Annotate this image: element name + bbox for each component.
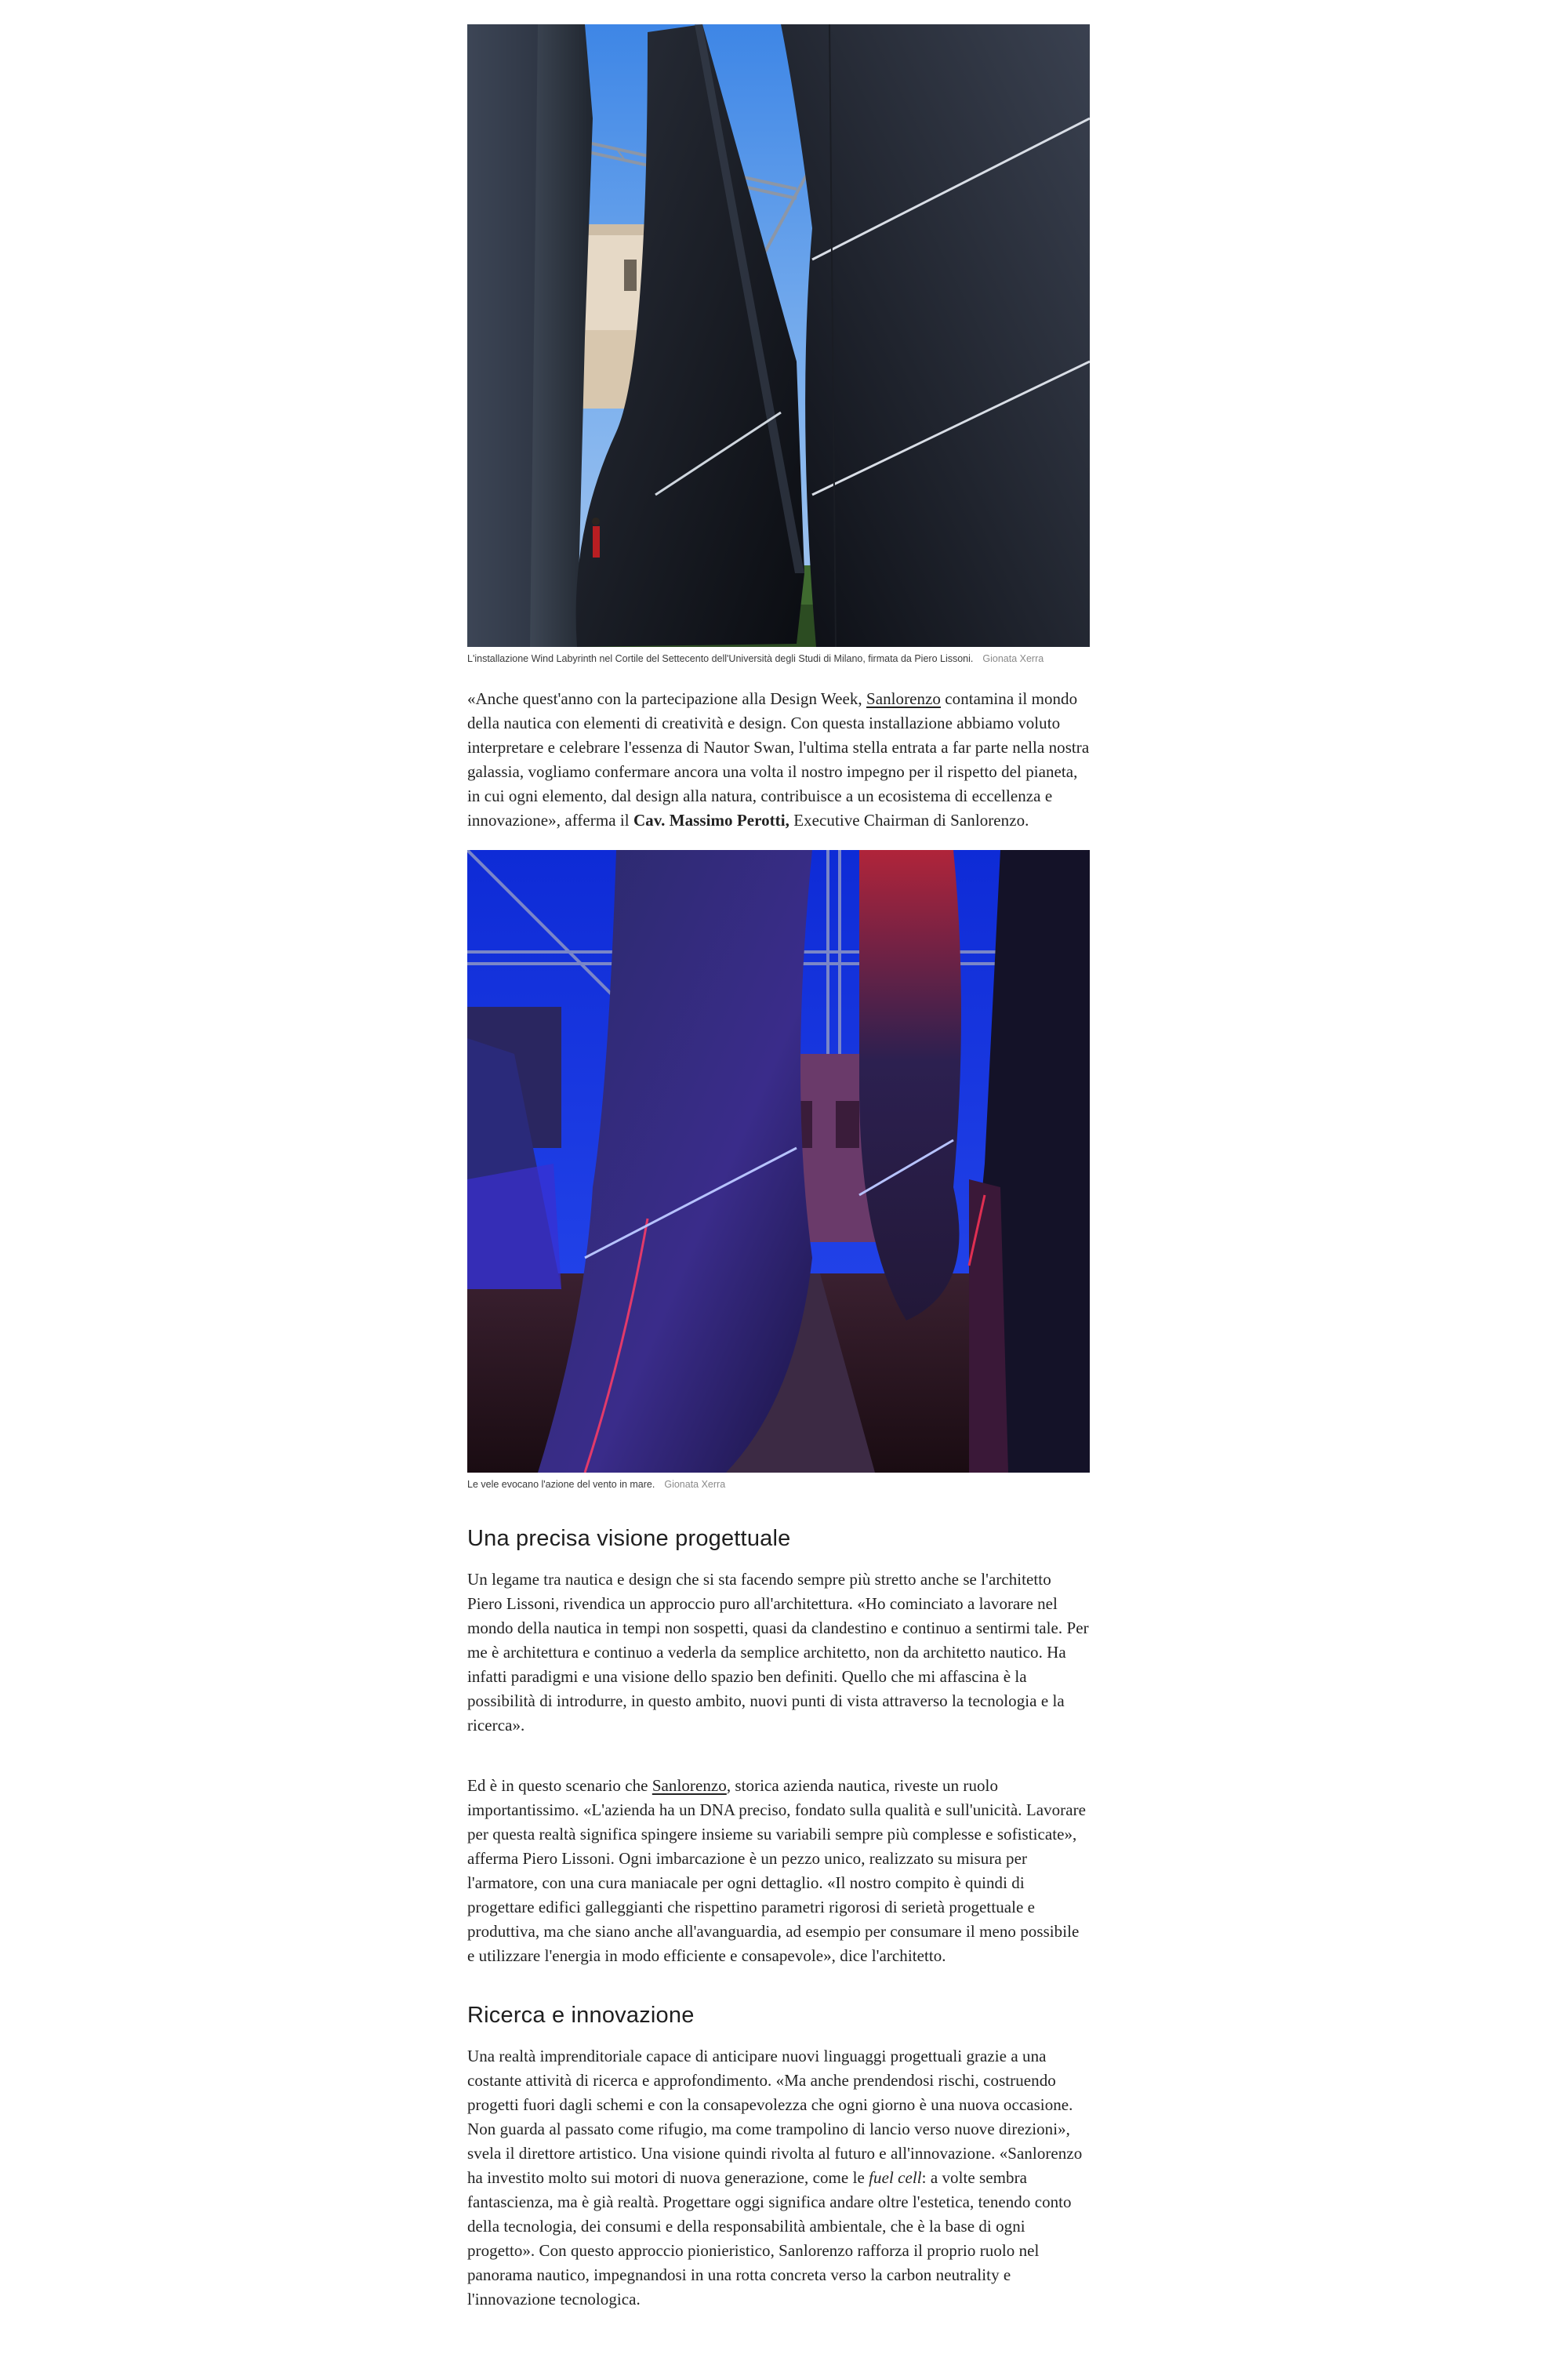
quote-paragraph [467,687,1090,833]
paragraph-text-start: Ed è in questo scenario che [467,1776,652,1795]
photo-credit: Gionata Xerra [982,653,1044,664]
section-1-paragraph-1: Un legame tra nautica e design che si sta facendo sempre più stretto anche se l'architetto Piero Lissoni, rivendica un approccio puro all'architettura. «Ho cominciato a lavorare nel mondo della nautica in tempi non sospetti, quasi da clandestino e continuo a sentirmi tale. Per me è architettura e continuo a vederla da semplice architetto, non da architetto nautico. Ha infatti paradigmi e una visione dello spazio ben definiti. Quello che mi affascina è la possibilità di introdurre, in questo ambito, nuovi punti di vista attraverso la tecnologia e la ricerca». [467,1570,1089,1735]
photo-sails-night-drawing [467,850,1090,1473]
fuel-cell-term: fuel cell [869,2168,922,2187]
paragraph-text-end: : a volte sembra fantascienza, ma è già realtà. Progettare oggi significa andare oltre l'estetica, tenendo conto della tecnologia, dei consumi e della responsabilità ambientale, che è la base di ogni progetto». Con questo approccio pionieristico, Sanlorenzo rafforza il proprio ruolo nel panorama nautico, impegnandosi in una rotta concreta verso la carbon neutrality e l'innovazione tecnologica. [467,2168,1072,2309]
photo-credit: Gionata Xerra [664,1479,726,1490]
caption-text: L'installazione Wind Labyrinth nel Cortile del Settecento dell'Università degli Studi di Milano, firmata da Piero Lissoni. [467,653,974,664]
photo-sails-daylight-drawing [467,24,1090,647]
article-column [467,24,1090,2312]
figure-caption [467,1477,1090,1491]
quote-text-middle: contamina il mondo della nautica con elementi di creatività e design. Con questa installazione abbiamo voluto interpretare e celebrare l'essenza di Nautor Swan, l'ultima stella entrata a far parte nella nostra galassia, vogliamo confermare ancora una volta il nostro impegno per il rispetto del pianeta, in cui ogni elemento, dal design alla natura, contribuisce a un ecosistema di eccellenza e innovazione», afferma il [467,689,1090,830]
section-2-paragraph [467,2044,1090,2312]
paragraph-text-end: , storica azienda nautica, riveste un ruolo importantissimo. «L'azienda ha un DNA preciso, fondato sulla qualità e sull'unicità. Lavorare per questa realtà significa spingere insieme su variabili sempre più complesse e sofisticate», afferma Piero Lissoni. Ogni imbarcazione è un pezzo unico, realizzato su misura per l'armatore, con una cura maniacale per ogni dettaglio. «Il nostro compito è quindi di progettare edifici galleggianti che rispettino parametri rigorosi di serietà progettuale e produttiva, ma che siano anche all'avanguardia, ad esempio per consumare il meno possibile e utilizzare l'energia in modo efficiente e consapevole», dice l'architetto. [467,1776,1087,1965]
quote-text-end: Executive Chairman di Sanlorenzo. [789,811,1029,830]
section-heading-ricerca: Ricerca e innovazione [467,2003,695,2028]
figure-caption [467,652,1090,666]
section-heading-visione: Una precisa visione progettuale [467,1526,791,1551]
photo-sails-night [467,850,1090,1473]
sanlorenzo-link[interactable]: Sanlorenzo [866,689,941,708]
figure-wind-labyrinth-night [467,850,1090,1491]
quote-text-start: «Anche quest'anno con la partecipazione alla Design Week, [467,689,866,708]
section-1-paragraph-2 [467,1774,1090,1968]
quote-speaker-name: Cav. Massimo Perotti, [633,811,789,830]
sanlorenzo-link[interactable]: Sanlorenzo [652,1776,727,1795]
caption-text: Le vele evocano l'azione del vento in mare. [467,1479,655,1490]
paragraph-text-start: Una realtà imprenditoriale capace di anticipare nuovi linguaggi progettuali grazie a una costante attività di ricerca e approfondimento. «Ma anche prendendosi rischi, costruendo progetti fuori dagli schemi e con la consapevolezza che ogni giorno è una nuova occasione. Non guarda al passato come rifugio, ma come trampolino di lancio verso nuove direzioni», svela il direttore artistico. Una visione quindi rivolta al futuro e all'innovazione. «Sanlorenzo ha investito molto sui motori di nuova generazione, come le [467,2047,1083,2187]
photo-sails-daylight [467,24,1090,647]
figure-wind-labyrinth-day [467,24,1090,666]
